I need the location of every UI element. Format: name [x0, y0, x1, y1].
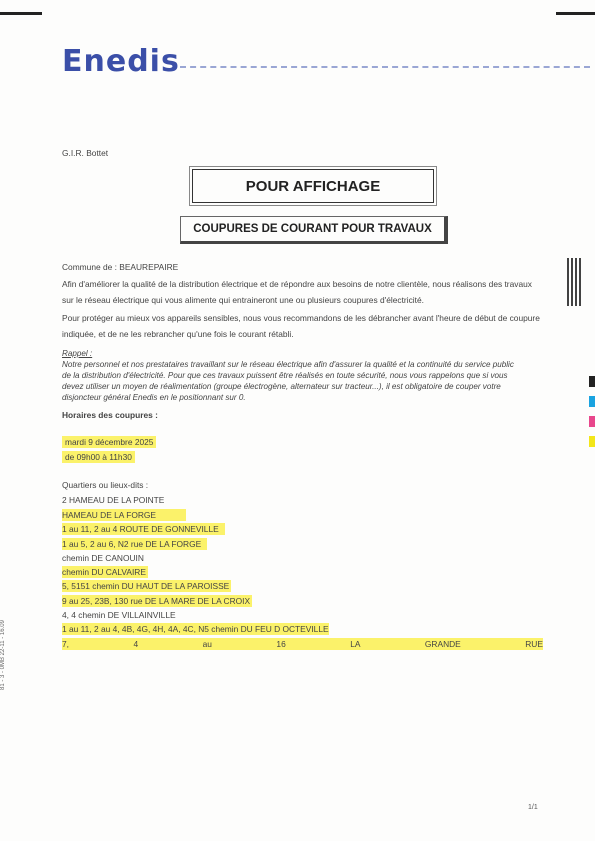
schedule-time: de 09h00 à 11h30: [62, 451, 135, 463]
logo-divider: [180, 66, 590, 68]
color-swatch-cyan: [589, 396, 595, 407]
intro-line: Afin d'améliorer la qualité de la distribution électrique et de répondre aux besoins de notre clientèle, nous réalisons des travaux: [62, 279, 532, 289]
address-word: 7,: [62, 639, 69, 649]
address-word: RUE: [525, 639, 543, 649]
document-barcode: [567, 258, 581, 306]
address-item: 1 au 5, 2 au 6, N2 rue DE LA FORGE: [62, 538, 207, 550]
sub-title: COUPURES DE COURANT POUR TRAVAUX: [180, 216, 448, 244]
rappel-line: de la distribution d'électricité. Pour que ces travaux puissent être réalisés en toute sécurité, nous vous rappelons que si vous: [62, 371, 508, 380]
address-word: GRANDE: [424, 639, 461, 649]
address-item: HAMEAU DE LA FORGE: [62, 509, 186, 521]
page-number: 1/1: [528, 804, 538, 811]
address-word: 4: [133, 639, 139, 649]
commune-line: Commune de : BEAUREPAIRE: [62, 262, 179, 272]
protect-line: Pour protéger au mieux vos appareils sensibles, nous vous recommandons de les débrancher avant l'heure de début de coupure: [62, 313, 540, 323]
address-item: chemin DU CALVAIRE: [62, 567, 146, 577]
scan-corner-mark: [0, 12, 42, 15]
address-item: 4, 4 chemin DE VILLAINVILLE: [62, 610, 176, 620]
color-swatch-yellow: [589, 436, 595, 447]
address-item: 1 au 11, 2 au 4, 4B, 4G, 4H, 4A, 4C, N5 chemin DU FEU D OCTEVILLE: [62, 624, 329, 634]
address-item: 1 au 11, 2 au 4 ROUTE DE GONNEVILLE: [62, 523, 225, 535]
rappel-line: devez utiliser un moyen de réalimentation (groupe électrogène, alternateur sur tracteur...), il est obligatoire de couper votre: [62, 382, 501, 391]
rappel-paragraph: [62, 348, 542, 403]
intro-paragraph: [62, 278, 542, 306]
main-title: POUR AFFICHAGE: [192, 169, 434, 203]
address-item: 5, 5151 chemin DU HAUT DE LA PAROISSE: [62, 581, 230, 591]
address-item: chemin DE CANOUIN: [62, 553, 144, 563]
protect-line: indiquée, et de ne les rebrancher qu'une fois le courant rétabli.: [62, 329, 294, 339]
address-word: au: [202, 639, 212, 649]
intro-line: sur le réseau électrique qui vous alimente qui entraineront une ou plusieurs coupures d'électricité.: [62, 295, 424, 305]
enedis-logo: Enedis: [62, 44, 180, 79]
address-word: 16: [276, 639, 286, 649]
schedule-heading: Horaires des coupures :: [62, 410, 158, 420]
quartiers-heading: Quartiers ou lieux-dits :: [62, 480, 149, 490]
scanner-side-text: 81 - 3 - 0MB 22-11 - 16.09: [0, 620, 6, 690]
schedule-date: mardi 9 décembre 2025: [62, 436, 156, 448]
address-word: LA: [350, 639, 361, 649]
rappel-line: Notre personnel et nos prestataires travaillant sur le réseau électrique afin d'assurer la qualité et la continuité du service public: [62, 360, 514, 369]
sender-name: G.I.R. Bottet: [62, 148, 109, 158]
rappel-title: Rappel :: [62, 349, 93, 358]
protect-paragraph: [62, 312, 542, 340]
address-item: 2 HAMEAU DE LA POINTE: [62, 495, 165, 505]
color-swatch-magenta: [589, 416, 595, 427]
address-item: 9 au 25, 23B, 130 rue DE LA MARE DE LA CROIX: [62, 596, 251, 606]
rappel-line: disjoncteur général Enedis en le positionnant sur 0.: [62, 393, 246, 402]
scan-corner-mark: [556, 12, 595, 15]
address-item-justified: [62, 638, 543, 650]
color-swatch-black: [589, 376, 595, 387]
